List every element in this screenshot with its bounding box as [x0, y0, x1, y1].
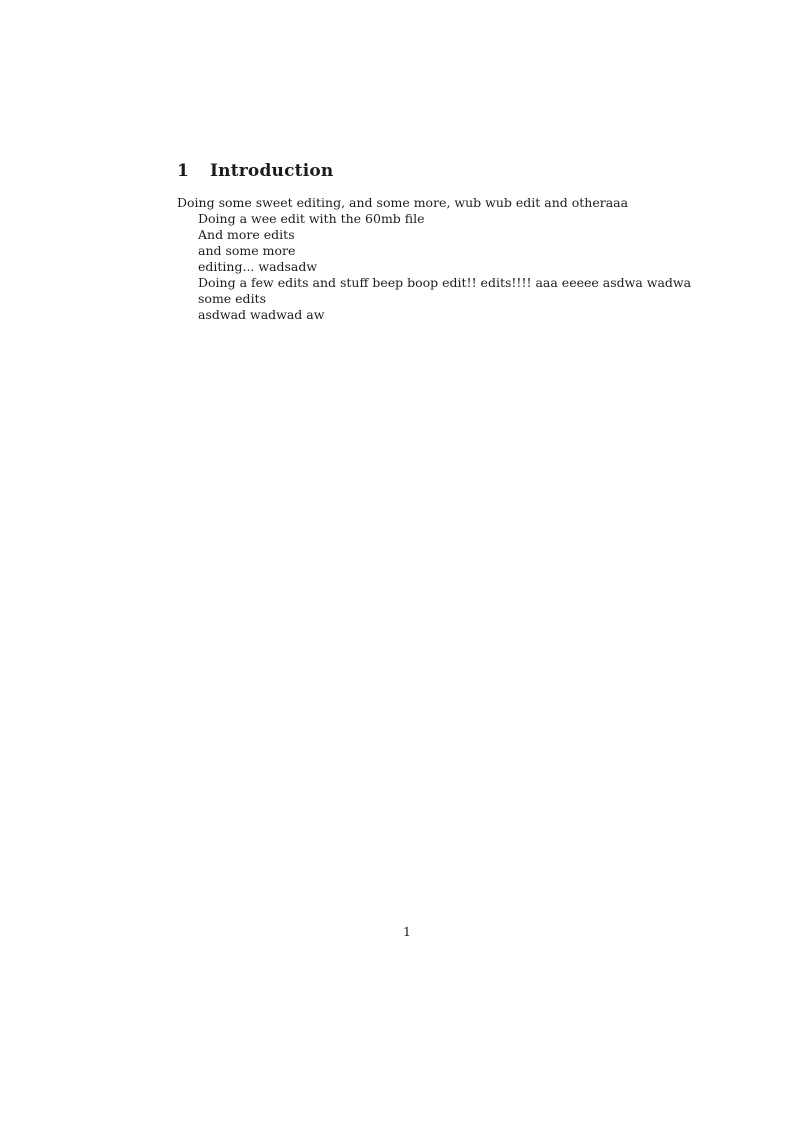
page-footer: [177, 924, 637, 940]
section-title: Introduction: [210, 161, 334, 181]
paragraph-line: Doing a few edits and stuff beep boop edit!! edits!!!! aaa eeeee asdwa wadwa: [198, 275, 692, 290]
paragraph-line: Doing some sweet editing, and some more, wub wub edit and otheraaa: [177, 195, 629, 210]
paragraph-line: Doing a wee edit with the 60mb file: [198, 211, 425, 226]
section-number: 1: [177, 161, 190, 181]
paragraph-line: And more edits: [198, 227, 295, 242]
paragraph: [177, 195, 692, 323]
paragraph-line: editing... wadsadw: [198, 259, 318, 274]
paragraph-line: some edits: [198, 291, 266, 306]
page-number: 1: [403, 924, 411, 939]
paragraph-line: asdwad wadwad aw: [198, 307, 325, 322]
section-heading: [177, 161, 333, 181]
paragraph-line: and some more: [198, 243, 296, 258]
